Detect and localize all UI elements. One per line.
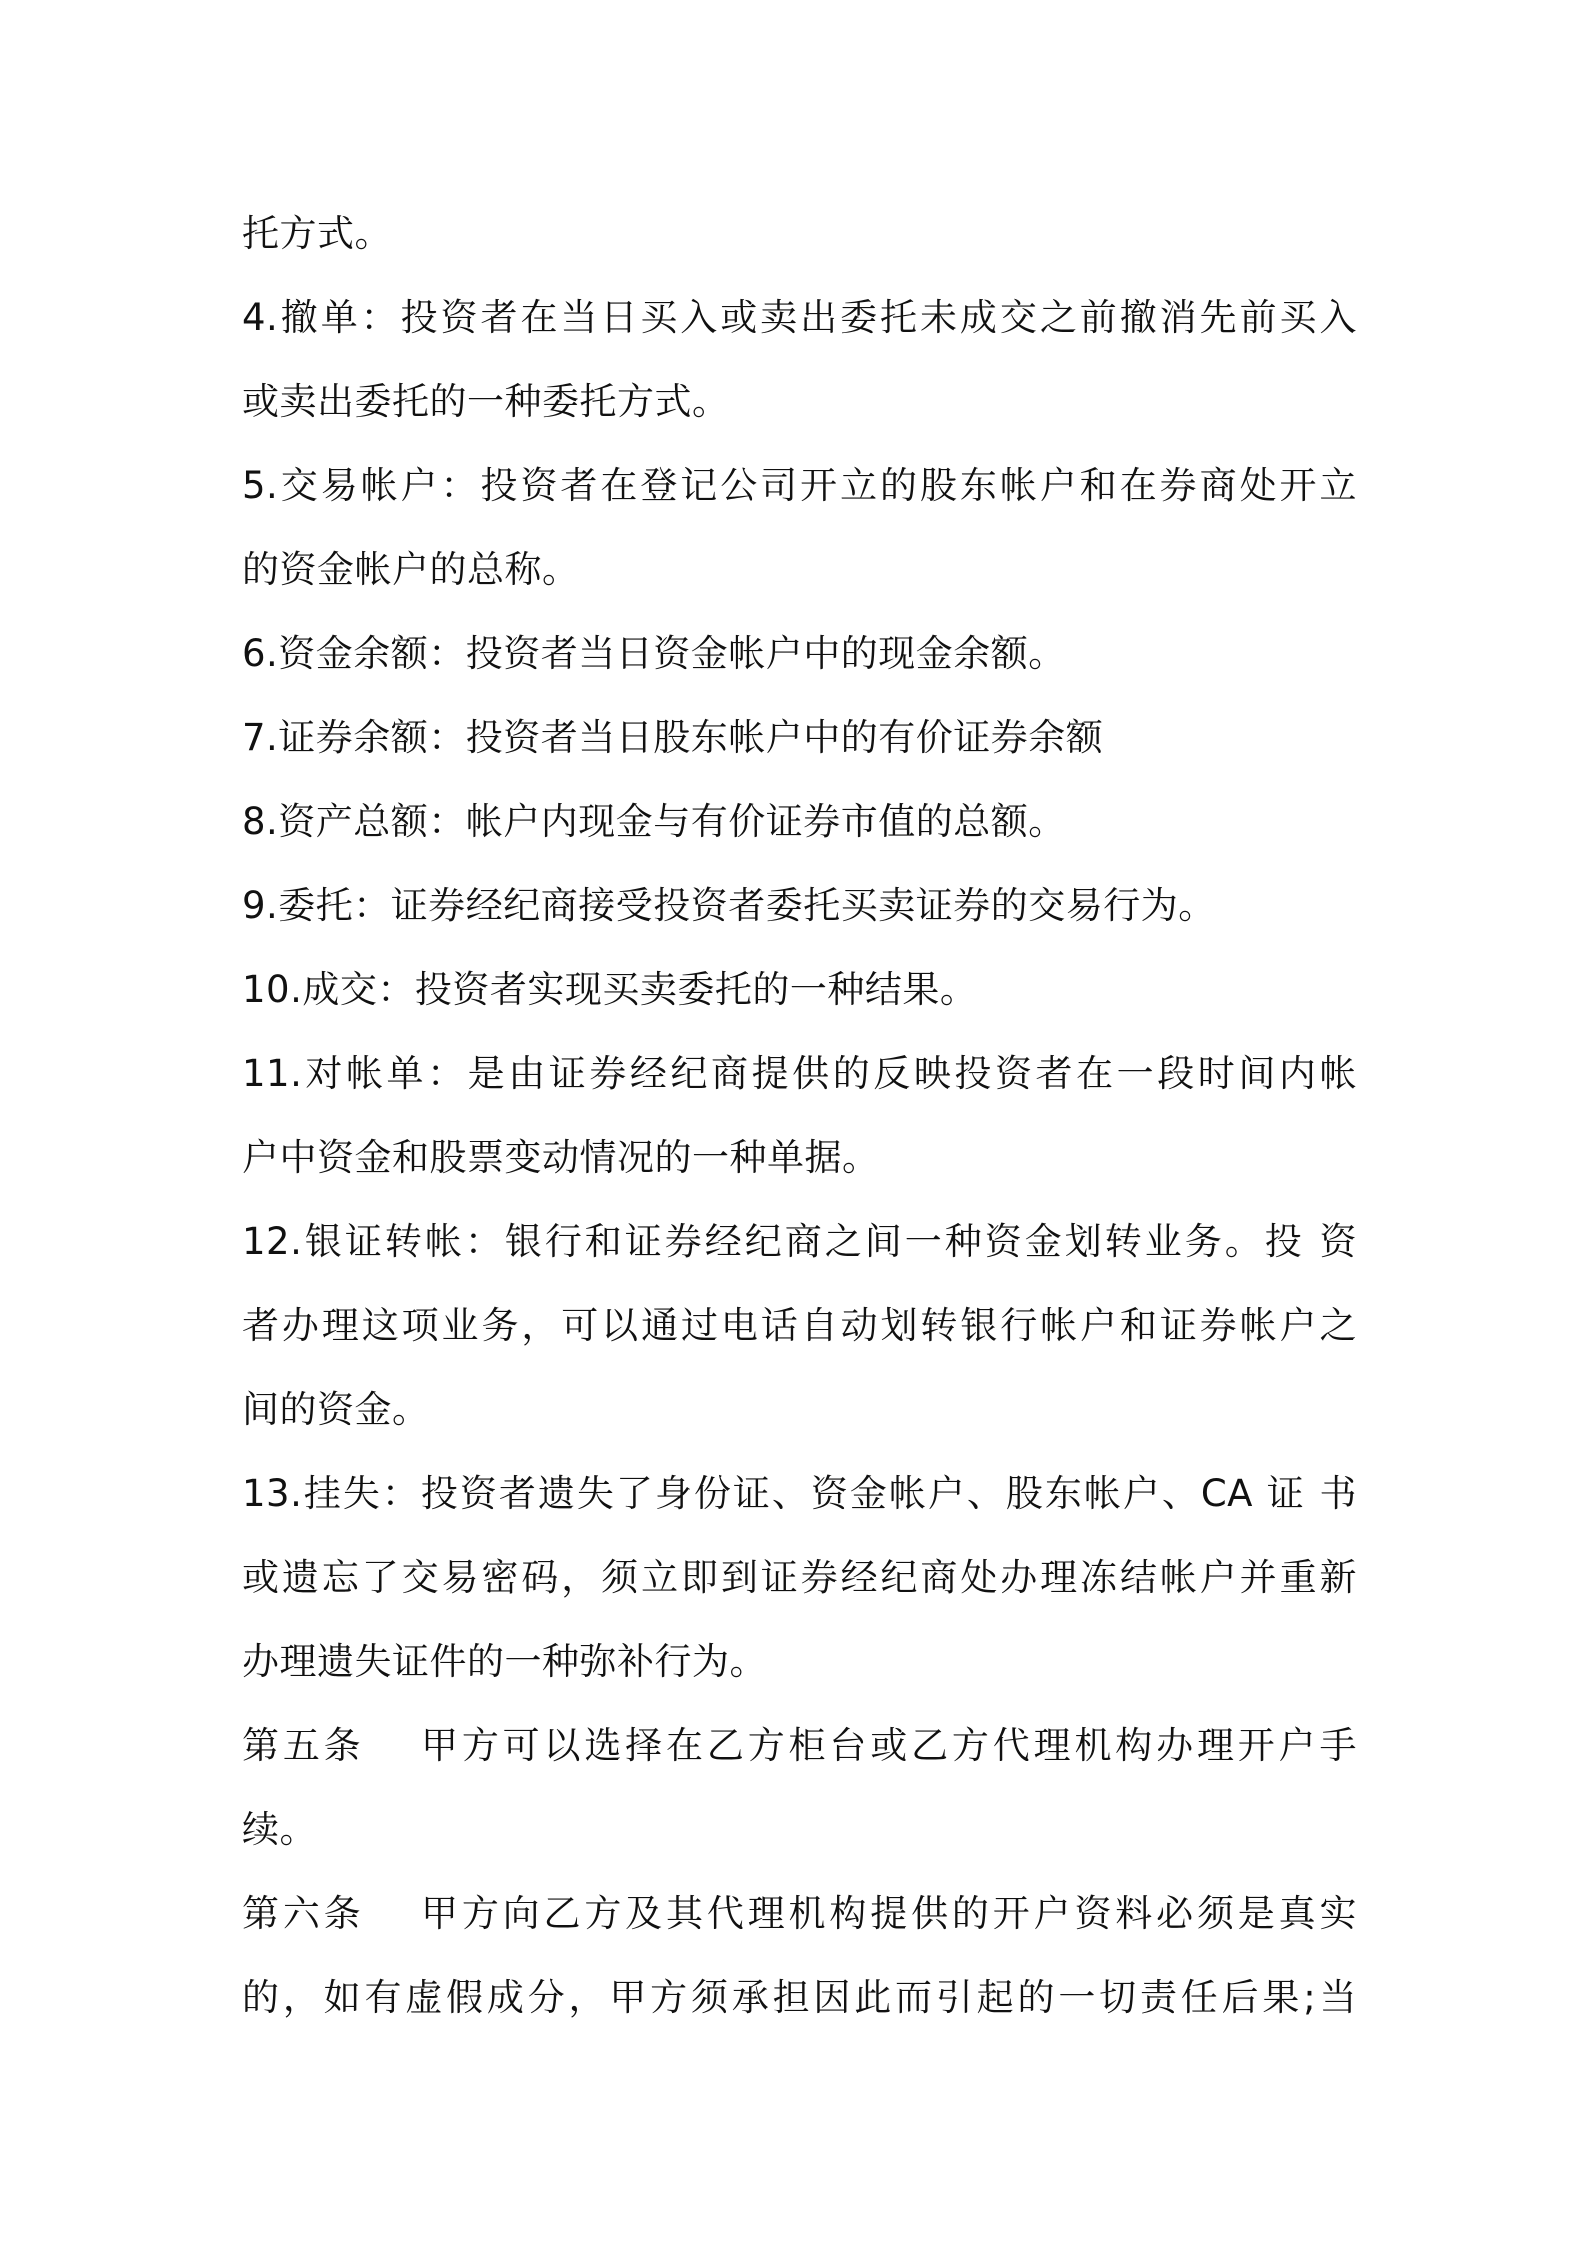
text-line: 间的资金。 [242, 1388, 430, 1431]
text-line: 6.资金余额：投资者当日资金帐户中的现金余额。 [242, 632, 1066, 675]
text-line: 者办理这项业务，可以通过电话自动划转银行帐户和证券帐户之 [242, 1304, 1357, 1347]
text-line: 的，如有虚假成分，甲方须承担因此而引起的一切责任后果;当 [242, 1976, 1357, 2019]
text-line: 13.挂失：投资者遗失了身份证、资金帐户、股东帐户、CA 证 书 [242, 1472, 1357, 1515]
text-line: 5.交易帐户：投资者在登记公司开立的股东帐户和在券商处开立 [242, 464, 1357, 507]
document-body [242, 192, 1357, 2040]
text-line: 9.委托：证券经纪商接受投资者委托买卖证券的交易行为。 [242, 884, 1216, 927]
text-line: 续。 [242, 1808, 317, 1851]
text-line: 10.成交：投资者实现买卖委托的一种结果。 [242, 968, 978, 1011]
text-line: 11.对帐单：是由证券经纪商提供的反映投资者在一段时间内帐 [242, 1052, 1357, 1095]
text-line: 第五条 甲方可以选择在乙方柜台或乙方代理机构办理开户手 [242, 1724, 1357, 1767]
text-line: 或遗忘了交易密码，须立即到证券经纪商处办理冻结帐户并重新 [242, 1556, 1357, 1599]
text-line: 托方式。 [242, 212, 392, 255]
text-line: 办理遗失证件的一种弥补行为。 [242, 1640, 767, 1683]
text-line: 或卖出委托的一种委托方式。 [242, 380, 730, 423]
text-line: 8.资产总额：帐户内现金与有价证券市值的总额。 [242, 800, 1066, 843]
text-line: 7.证券余额：投资者当日股东帐户中的有价证券余额 [242, 716, 1104, 759]
text-line: 12.银证转帐：银行和证券经纪商之间一种资金划转业务。投 资 [242, 1220, 1357, 1263]
text-line: 第六条 甲方向乙方及其代理机构提供的开户资料必须是真实 [242, 1892, 1357, 1935]
text-line: 户中资金和股票变动情况的一种单据。 [242, 1136, 880, 1179]
text-line: 4.撤单：投资者在当日买入或卖出委托未成交之前撤消先前买入 [242, 296, 1357, 339]
text-line: 的资金帐户的总称。 [242, 548, 580, 591]
